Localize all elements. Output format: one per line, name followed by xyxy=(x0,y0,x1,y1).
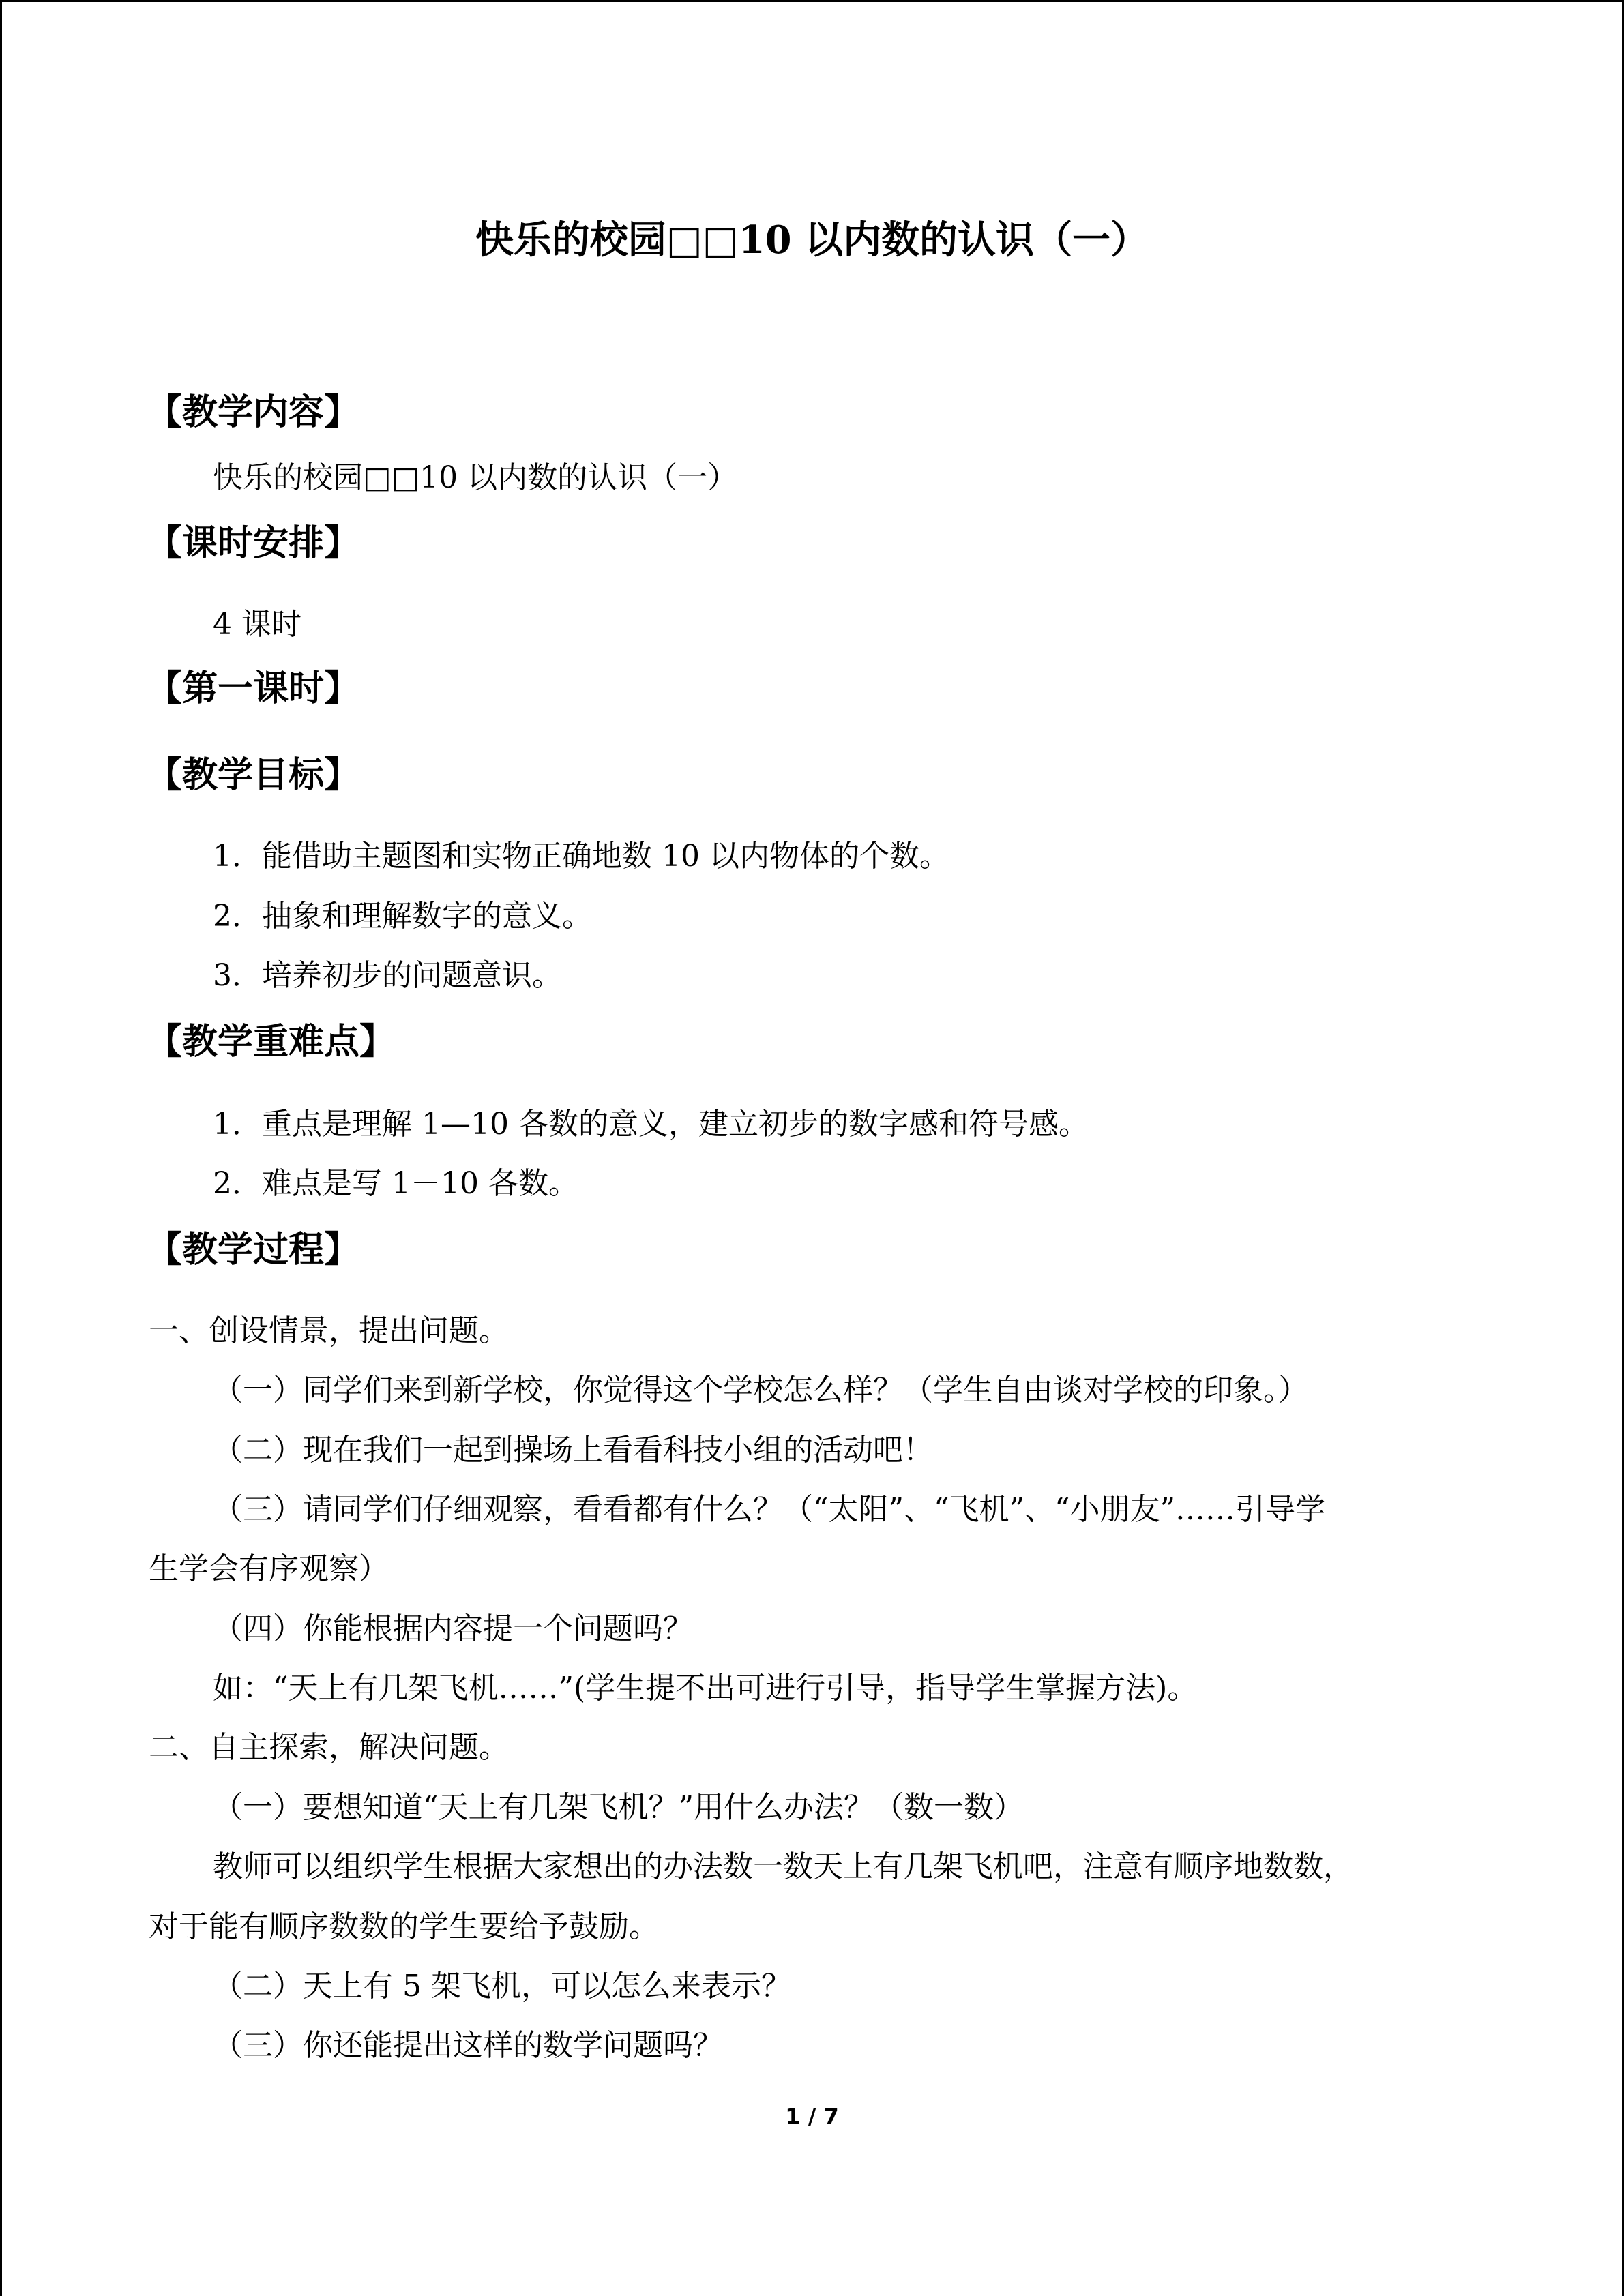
goal-item: 1．能借助主题图和实物正确地数 10 以内物体的个数。 xyxy=(213,839,949,874)
process-line: 生学会有序观察） xyxy=(149,1551,389,1586)
teaching-content-text: 快乐的校园□□10 以内数的认识（一） xyxy=(213,460,738,495)
page-number: 1 / 7 xyxy=(785,2104,839,2130)
heading-schedule: 【课时安排】 xyxy=(147,522,360,564)
process-line: （二）现在我们一起到操场上看看科技小组的活动吧！ xyxy=(213,1433,933,1467)
process-line: （二）天上有 5 架飞机，可以怎么来表示？ xyxy=(213,1969,791,2003)
process-line: （三）你还能提出这样的数学问题吗？ xyxy=(213,2028,723,2063)
key-point-item: 1．重点是理解 1—10 各数的意义，建立初步的数字感和符号感。 xyxy=(213,1107,1089,1142)
heading-teaching-content: 【教学内容】 xyxy=(147,391,360,433)
process-line: （四）你能根据内容提一个问题吗？ xyxy=(213,1611,693,1646)
heading-key-points: 【教学重难点】 xyxy=(147,1021,396,1062)
process-line: （三）请同学们仔细观察，看看都有什么？（“太阳”、“飞机”、“小朋友”……引导学 xyxy=(213,1492,1325,1527)
schedule-text: 4 课时 xyxy=(213,607,301,642)
goal-item: 3．培养初步的问题意识。 xyxy=(213,958,562,993)
document-title: 快乐的校园□□10 以内数的认识（一） xyxy=(475,218,1149,263)
heading-first-lesson: 【第一课时】 xyxy=(147,668,360,709)
heading-goals: 【教学目标】 xyxy=(147,754,360,796)
process-line: 如：“天上有几架飞机……”(学生提不出可进行引导，指导学生掌握方法)。 xyxy=(213,1671,1198,1705)
process-line: （一）要想知道“天上有几架飞机？”用什么办法？（数一数） xyxy=(213,1790,1024,1825)
goal-item: 2．抽象和理解数字的意义。 xyxy=(213,899,592,934)
process-line: 教师可以组织学生根据大家想出的办法数一数天上有几架飞机吧，注意有顺序地数数， xyxy=(213,1849,1353,1884)
process-line: 对于能有顺序数数的学生要给予鼓励。 xyxy=(149,1909,659,1944)
process-line: 二、自主探索，解决问题。 xyxy=(149,1730,509,1765)
process-line: （一）同学们来到新学校，你觉得这个学校怎么样？（学生自由谈对学校的印象。） xyxy=(213,1373,1308,1407)
process-line: 一、创设情景，提出问题。 xyxy=(149,1313,509,1348)
heading-process: 【教学过程】 xyxy=(147,1229,360,1270)
key-point-item: 2．难点是写 1－10 各数。 xyxy=(213,1166,578,1201)
